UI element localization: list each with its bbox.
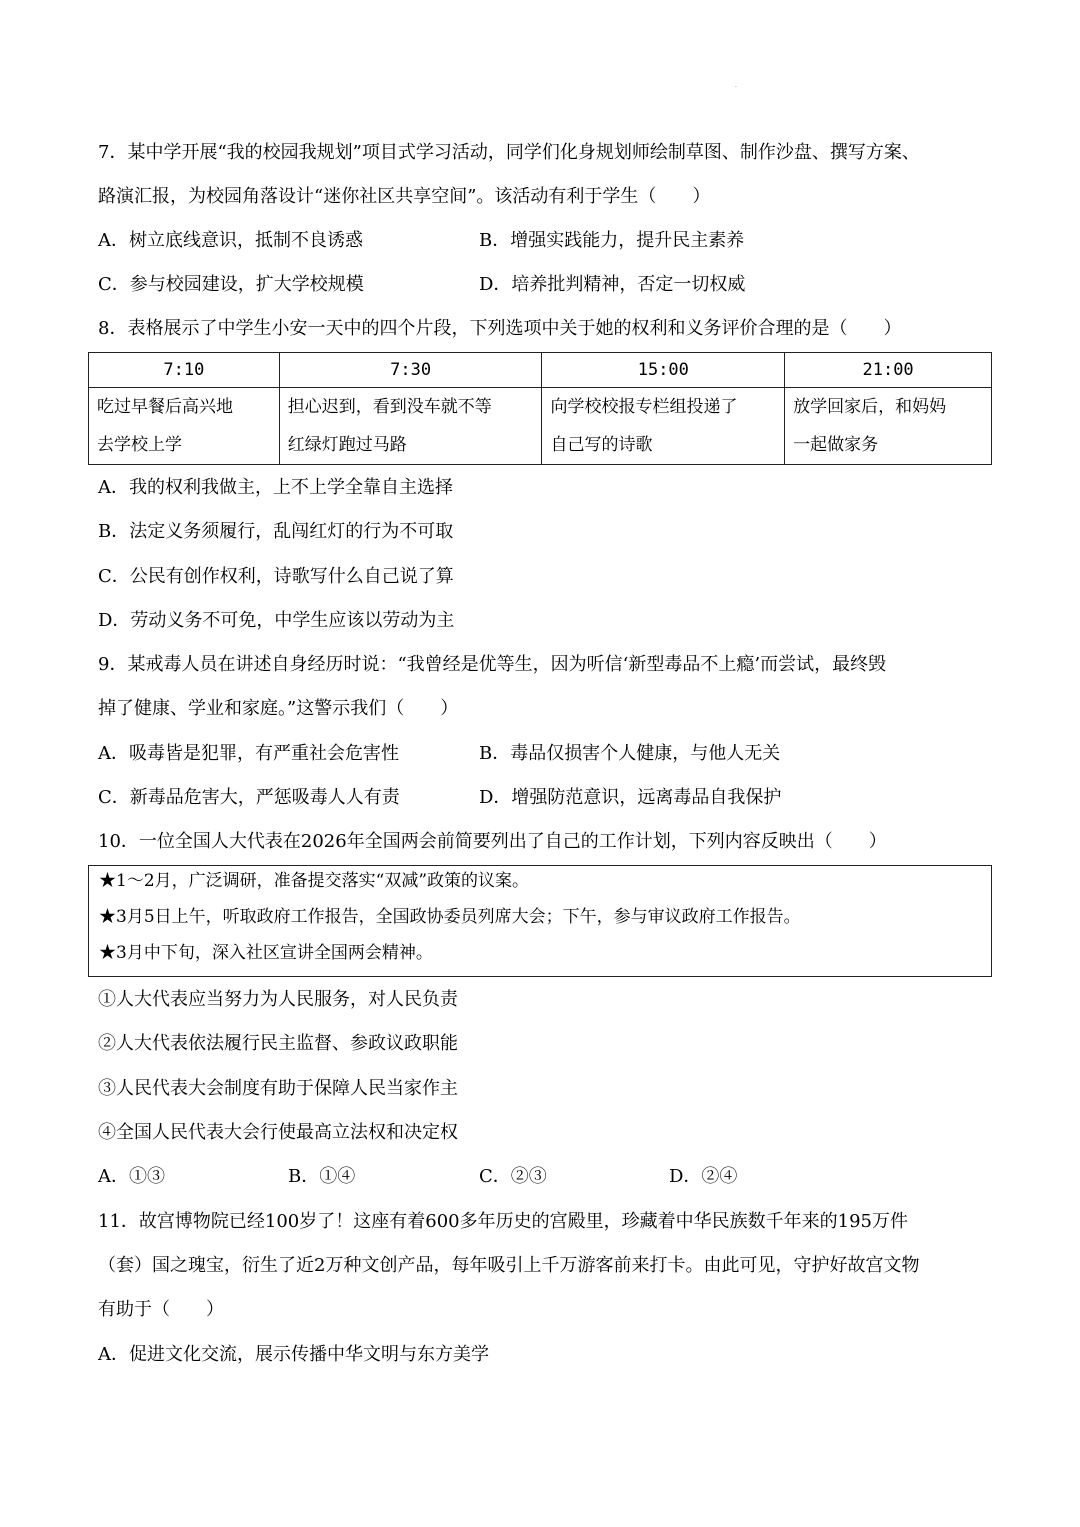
q8-option-a: A．我的权利我做主，上不上学全靠自主选择 <box>98 477 453 498</box>
q8-option-d: D．劳动义务不可免，中学生应该以劳动为主 <box>98 610 455 631</box>
q9-option-a: A．吸毒皆是犯罪，有严重社会危害性 <box>98 743 399 764</box>
q7-option-b: B．增强实践能力，提升民主素养 <box>479 230 745 251</box>
table-cell <box>279 388 542 465</box>
q7-option-c: C．参与校园建设，扩大学校规模 <box>98 274 364 295</box>
q10-work-plan-box <box>88 865 992 977</box>
q7-option-d: D．培养批判精神，否定一切权威 <box>479 274 746 295</box>
q7-option-a: A．树立底线意识，抵制不良诱惑 <box>98 230 363 251</box>
q11-stem-line3: 有助于（ ） <box>98 1299 224 1320</box>
q8-option-c: C．公民有创作权利，诗歌写什么自己说了算 <box>98 566 454 587</box>
q11-option-a: A．促进文化交流，展示传播中华文明与东方美学 <box>98 1344 489 1365</box>
table-header-cell: 7:10 <box>89 353 280 388</box>
q10-statement-1: ①人大代表应当努力为人民服务，对人民负责 <box>98 989 458 1010</box>
q10-option-a: A．①③ <box>98 1166 165 1187</box>
q9-option-b: B．毒品仅损害个人健康，与他人无关 <box>479 743 781 764</box>
table-cell-line: 吃过早餐后高兴地 <box>97 397 233 417</box>
plan-item: ★3月5日上午，听取政府工作报告，全国政协委员列席大会；下午，参与审议政府工作报告。 <box>99 907 801 927</box>
table-header-cell: 21:00 <box>785 353 992 388</box>
q9-option-c: C．新毒品危害大，严惩吸毒人人有责 <box>98 787 400 808</box>
table-cell <box>89 388 280 465</box>
header-mark: · <box>735 84 737 91</box>
table-cell-line: 担心迟到，看到没车就不等 <box>287 397 492 417</box>
table-row <box>89 388 992 465</box>
q10-statement-2: ②人大代表依法履行民主监督、参政议政职能 <box>98 1033 458 1054</box>
q7-stem-line1: 7．某中学开展“我的校园我规划”项目式学习活动，同学们化身规划师绘制草图、制作沙盘、撰写方案、 <box>98 142 920 163</box>
table-cell-line: 自己写的诗歌 <box>550 435 653 455</box>
q9-stem-line2: 掉了健康、学业和家庭。”这警示我们（ ） <box>98 698 459 719</box>
q11-stem-line1: 11．故宫博物院已经100岁了！这座有着600多年历史的宫殿里，珍藏着中华民族数千年来的195万件 <box>98 1211 908 1232</box>
q8-stem: 8．表格展示了中学生小安一天中的四个片段，下列选项中关于她的权利和义务评价合理的是（ ） <box>98 318 902 339</box>
table-header-cell: 7:30 <box>279 353 542 388</box>
plan-item: ★3月中下旬，深入社区宣讲全国两会精神。 <box>99 943 433 963</box>
table-cell <box>542 388 785 465</box>
plan-item: ★1～2月，广泛调研，准备提交落实“双减”政策的议案。 <box>99 871 530 891</box>
table-cell <box>785 388 992 465</box>
q8-option-b: B．法定义务须履行，乱闯红灯的行为不可取 <box>98 521 454 542</box>
q9-option-d: D．增强防范意识，远离毒品自我保护 <box>479 787 782 808</box>
q10-stem: 10．一位全国人大代表在2026年全国两会前简要列出了自己的工作计划，下列内容反映出（ ） <box>98 831 887 852</box>
q10-option-b: B．①④ <box>288 1166 356 1187</box>
q11-stem-line2: （套）国之瑰宝，衍生了近2万种文创产品，每年吸引上千万游客前来打卡。由此可见，守护好故宫文物 <box>98 1255 920 1276</box>
q10-statement-3: ③人民代表大会制度有助于保障人民当家作主 <box>98 1078 458 1099</box>
table-cell-line: 向学校校报专栏组投递了 <box>550 397 738 417</box>
q7-stem-line2: 路演汇报，为校园角落设计“迷你社区共享空间”。该活动有利于学生（ ） <box>98 186 711 207</box>
q8-schedule-table <box>88 352 992 465</box>
q9-stem-line1: 9．某戒毒人员在讲述自身经历时说：“我曾经是优等生，因为听信‘新型毒品不上瘾’而尝试，最终毁 <box>98 654 887 675</box>
table-header-cell: 15:00 <box>542 353 785 388</box>
q10-option-c: C．②③ <box>479 1166 547 1187</box>
q10-statement-4: ④全国人民代表大会行使最高立法权和决定权 <box>98 1122 458 1143</box>
table-cell-line: 红绿灯跑过马路 <box>287 435 407 455</box>
table-header-row <box>89 353 992 388</box>
table-cell-line: 去学校上学 <box>97 435 182 455</box>
table-cell-line: 放学回家后，和妈妈 <box>793 397 947 417</box>
table-cell-line: 一起做家务 <box>793 435 879 455</box>
q10-option-d: D．②④ <box>669 1166 738 1187</box>
